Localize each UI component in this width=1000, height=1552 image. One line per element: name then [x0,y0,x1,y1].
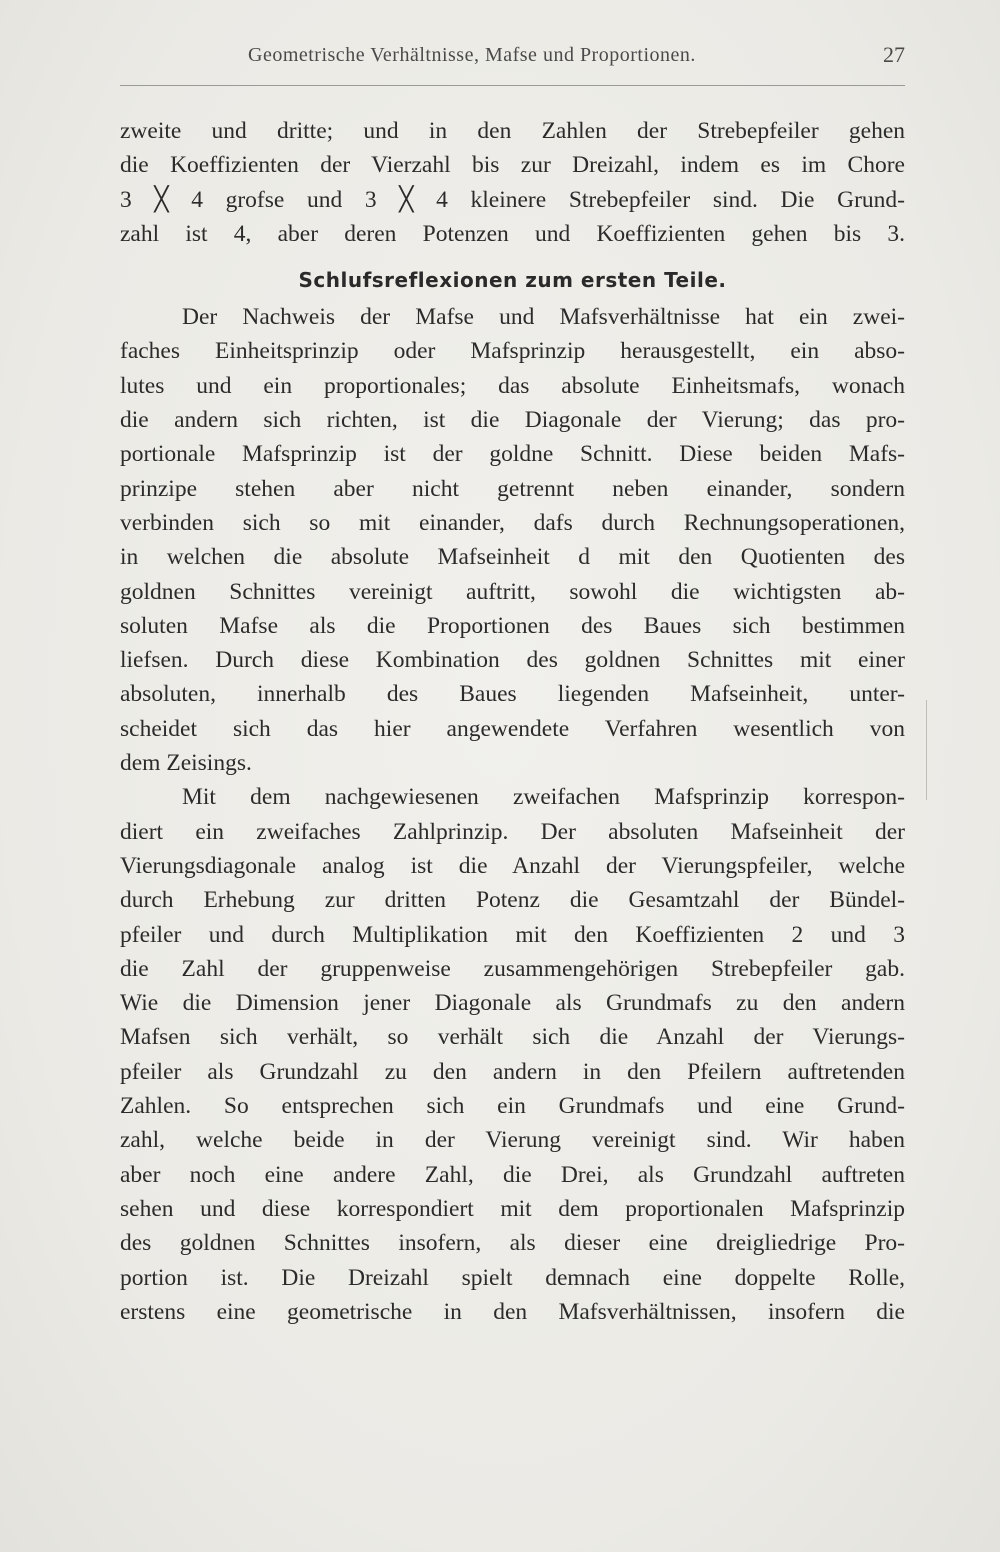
text-line: verbinden sich so mit einander, dafs durch Rechnungsoperationen, [120,509,905,536]
text-line: des goldnen Schnittes insofern, als dieser eine dreigliedrige Pro- [120,1230,905,1257]
text-line: scheidet sich das hier angewendete Verfahren wesentlich von [120,715,905,742]
text-line: die andern sich richten, ist die Diagonale der Vierung; das pro- [120,407,905,434]
running-head [120,40,905,80]
text-line: absoluten, innerhalb des Baues liegenden Mafseinheit, unter- [120,681,905,708]
text-line: prinzipe stehen aber nicht getrennt neben einander, sondern [120,475,905,502]
text-line: Der Nachweis der Mafse und Mafsverhältnisse hat ein zwei- [182,304,905,331]
text-line: pfeiler als Grundzahl zu den andern in den Pfeilern auftretenden [120,1058,905,1085]
text-line: portion ist. Die Dreizahl spielt demnach eine doppelte Rolle, [120,1264,905,1291]
text-line: die Zahl der gruppenweise zusammengehörigen Strebepfeiler gab. [120,955,905,982]
text-line: portionale Mafsprinzip ist der goldne Schnitt. Diese beiden Mafs- [120,441,905,468]
paragraph-2 [120,300,905,780]
text-line: zweite und dritte; und in den Zahlen der Strebepfeiler gehen [120,118,905,144]
text-line: sehen und diese korrespondiert mit dem proportionalen Mafsprinzip [120,1195,905,1222]
section-heading: Schlufsreflexionen zum ersten Teile. [298,268,727,293]
body-text [120,114,905,1329]
text-line: durch Erhebung zur dritten Potenz die Gesamtzahl der Bündel- [120,887,905,914]
text-line: zahl, welche beide in der Vierung vereinigt sind. Wir haben [120,1127,905,1154]
text-line: goldnen Schnittes vereinigt auftritt, sowohl die wichtigsten ab- [120,578,905,605]
text-line: Zahlen. So entsprechen sich ein Grundmafs und eine Grund- [120,1093,905,1120]
text-line: die Koeffizienten der Vierzahl bis zur Dreizahl, indem es im Chore [120,152,905,179]
text-line: diert ein zweifaches Zahlprinzip. Der absoluten Mafseinheit der [120,818,905,845]
paragraph-1 [120,114,905,251]
text-line: aber noch eine andere Zahl, die Drei, als Grundzahl auftreten [120,1161,905,1188]
text-line: in welchen die absolute Mafseinheit d mit den Quotienten des [120,544,905,571]
text-line: 3 ╳ 4 grofse und 3 ╳ 4 kleinere Strebepfeiler sind. Die Grund- [120,186,905,213]
text-line: pfeiler und durch Multiplikation mit den Koeffizienten 2 und 3 [120,921,905,948]
margin-mark [926,700,927,800]
text-line: Mit dem nachgewiesenen zweifachen Mafsprinzip korrespon- [182,784,905,811]
text-line: zahl ist 4, aber deren Potenzen und Koeffizienten gehen bis 3. [120,220,905,247]
paragraph-3 [120,780,905,1329]
text-line: erstens eine geometrische in den Mafsverhältnissen, insofern die [120,1298,905,1325]
text-line: Wie die Dimension jener Diagonale als Grundmafs zu den andern [120,990,905,1017]
text-line: soluten Mafse als die Proportionen des Baues sich bestimmen [120,612,905,639]
text-line: dem Zeisings. [120,750,252,777]
text-line: Vierungsdiagonale analog ist die Anzahl der Vierungspfeiler, welche [120,852,905,879]
text-line: lutes und ein proportionales; das absolute Einheitsmafs, wonach [120,372,905,399]
header-rule [120,85,905,86]
page-number: 27 [883,42,905,67]
text-line: Mafsen sich verhält, so verhält sich die Anzahl der Vierungs- [120,1024,905,1051]
text-line: liefsen. Durch diese Kombination des goldnen Schnittes mit einer [120,647,905,674]
running-title: Geometrische Verhältnisse, Mafse und Proportionen. [248,44,696,66]
text-line: faches Einheitsprinzip oder Mafsprinzip herausgestellt, ein abso- [120,338,905,365]
